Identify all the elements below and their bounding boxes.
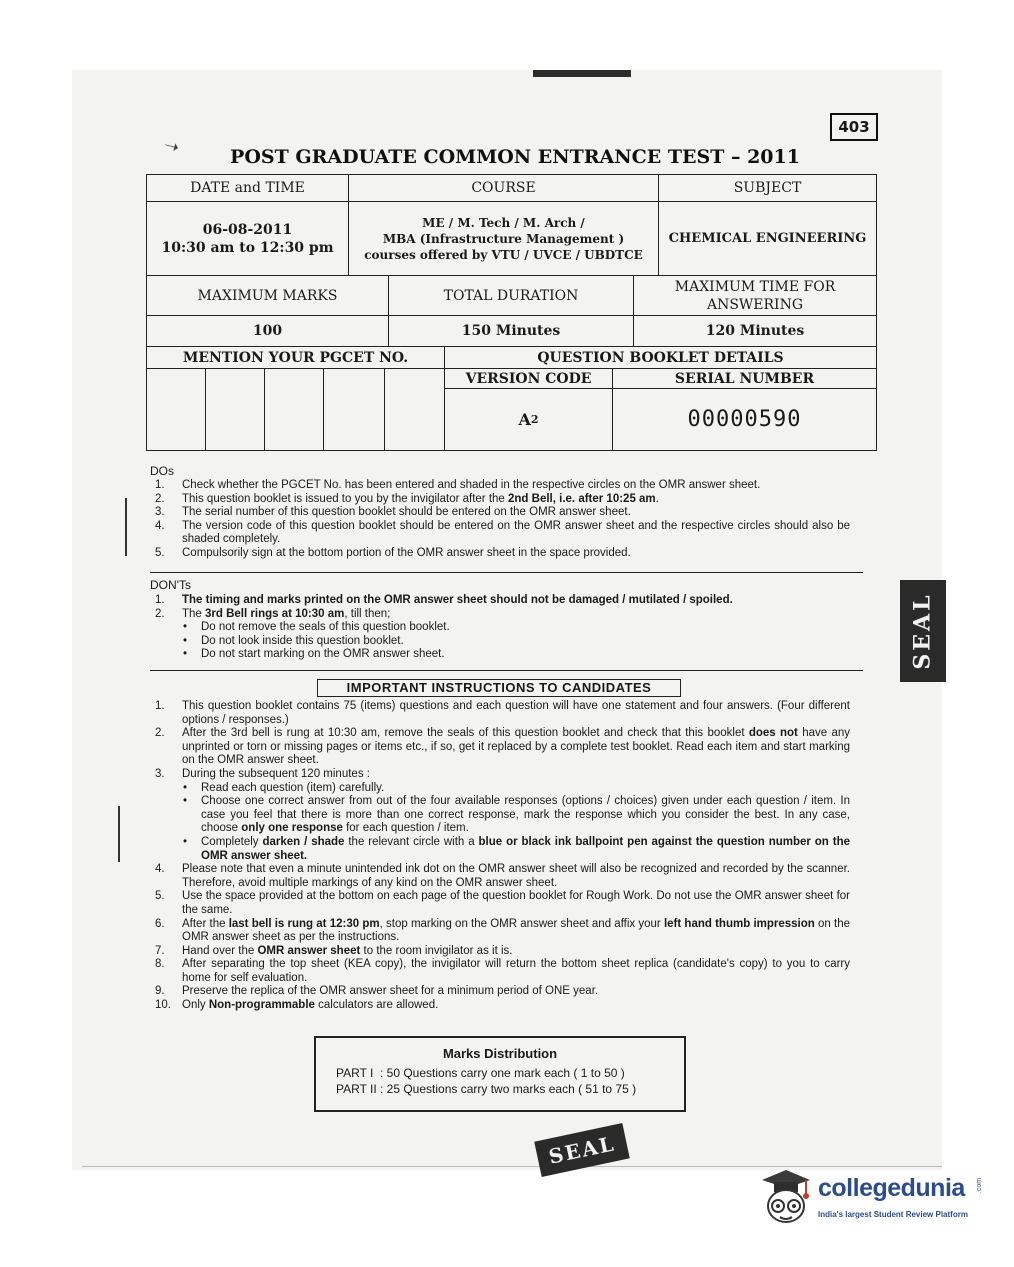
item-text [182, 999, 850, 1013]
item-number: 6. [155, 917, 165, 930]
brand-domain: .com [976, 1177, 984, 1194]
list-item [155, 918, 850, 945]
exam-time: 10:30 am to 12:30 pm [161, 239, 334, 256]
list-item [155, 985, 850, 999]
exam-date: 06-08-2011 [202, 221, 293, 238]
collegedunia-logo [758, 1166, 988, 1226]
text-run: Completely [201, 835, 263, 848]
item-number: 3. [155, 767, 165, 780]
item-number: 10. [155, 999, 171, 1012]
bullet-icon: • [183, 795, 188, 808]
text-run: , stop marking on the OMR answer sheet and affix your [379, 917, 664, 930]
marks-distribution-box [314, 1036, 686, 1112]
text-run: . [655, 492, 659, 505]
bullet-item [155, 635, 850, 649]
list-item [155, 768, 850, 782]
list-item [155, 999, 850, 1013]
margin-pen-mark [125, 498, 127, 556]
date-time-cell [146, 201, 349, 276]
text-run-bold: 2nd Bell, i.e. after 10:25 am [508, 492, 656, 505]
item-number: 1. [155, 594, 165, 606]
text-run-bold: does not [748, 727, 798, 740]
item-text: After separating the top sheet (KEA copy), the invigilator will return the bottom sheet replica (candidate's copy) to you to carry home for self evaluation. [182, 958, 850, 984]
pgcet-digit-box [323, 368, 385, 451]
version-code-letter: A [518, 409, 531, 429]
bullet-item [155, 795, 850, 836]
item-number: 1. [155, 700, 165, 712]
serial-number-cell [612, 388, 877, 451]
item-text: This question booklet contains 75 (items) questions and each question will have one statement and four answers. (Four different options / responses.) [182, 700, 850, 726]
course-line-2: MBA (Infrastructure Management ) [382, 231, 625, 246]
bullet-text: Do not start marking on the OMR answer sheet. [201, 648, 445, 661]
important-instructions-heading: IMPORTANT INSTRUCTIONS TO CANDIDATES [317, 679, 681, 697]
list-item [155, 506, 850, 520]
course-line-3: courses offered by VTU / UVCE / UBDTCE [364, 247, 643, 262]
side-seal [900, 580, 946, 682]
text-run-bold: left hand thumb impression [663, 917, 815, 930]
item-text: Please note that even a minute unintended ink dot on the OMR answer sheet will also be recognized and recorded by the scanner. Therefore, avoid multiple markings of any kind on the OMR answer sheet. [182, 863, 850, 889]
text-run: After the [182, 917, 229, 930]
bullet-text [201, 836, 850, 863]
bullet-item [155, 836, 850, 863]
dos-list [155, 479, 850, 561]
top-binding-strip [533, 70, 631, 77]
serial-number-value: 00000590 [687, 406, 802, 432]
side-seal-text: SEAL [910, 592, 937, 670]
part-label: PART I [336, 1066, 374, 1080]
pgcet-number-label: MENTION YOUR PGCET NO. [146, 346, 445, 369]
item-number: 5. [155, 546, 165, 559]
item-number: 8. [155, 958, 165, 971]
brand-tagline: India's largest Student Review Platform [818, 1210, 968, 1219]
item-number: 2. [155, 607, 165, 620]
course-label: COURSE [348, 174, 659, 202]
bullet-item [155, 621, 850, 635]
booklet-details-label: QUESTION BOOKLET DETAILS [444, 346, 877, 369]
max-time-label [633, 275, 877, 316]
item-text [182, 608, 850, 622]
marks-part-2 [336, 1082, 636, 1096]
text-run: on the OMR answer sheet as per the instructions. [182, 917, 850, 944]
item-number: 5. [155, 890, 165, 903]
text-run: Hand over the [182, 944, 258, 957]
text-run: the relevant circle with a [344, 835, 479, 848]
course-cell [348, 201, 659, 276]
item-text: Use the space provided at the bottom on each page of the question booklet for Rough Work. Do not use the OMR answer sheet for the same. [182, 890, 850, 916]
text-run-bold: blue or black ink ballpoint pen against the question number on the OMR answer sheet. [201, 835, 850, 862]
list-item [155, 945, 850, 959]
exam-title: POST GRADUATE COMMON ENTRANCE TEST – 2011 [230, 146, 800, 168]
max-time-label-line2: ANSWERING [706, 296, 804, 313]
item-text [182, 727, 850, 768]
version-code-label: VERSION CODE [444, 368, 613, 389]
part-text: : 50 Questions carry one mark each ( 1 to 50 ) [380, 1066, 625, 1080]
bullet-text: Read each question (item) carefully. [201, 781, 385, 794]
pgcet-digit-box [146, 368, 206, 451]
bullet-text: Do not remove the seals of this question booklet. [201, 621, 450, 634]
item-number: 1. [155, 479, 165, 491]
text-run-bold: OMR answer sheet [257, 944, 361, 957]
important-instructions-list [155, 700, 850, 1013]
pgcet-digit-box [205, 368, 265, 451]
list-item [155, 520, 850, 547]
text-run: The [182, 607, 206, 620]
list-item [155, 479, 850, 493]
item-number: 4. [155, 519, 165, 532]
bullet-icon: • [183, 634, 188, 647]
list-item [155, 700, 850, 727]
item-text: The serial number of this question booklet should be entered on the OMR answer sheet. [182, 506, 631, 519]
text-run: , till then; [344, 607, 391, 620]
serial-number-label: SERIAL NUMBER [612, 368, 877, 389]
subject-value: CHEMICAL ENGINEERING [658, 201, 877, 276]
max-time-label-line1: MAXIMUM TIME FOR [674, 278, 836, 295]
bullet-text [201, 795, 850, 836]
part-text: : 25 Questions carry two marks each ( 51 to 75 ) [380, 1082, 637, 1096]
list-item [155, 594, 850, 608]
list-item [155, 863, 850, 890]
item-text: Compulsorily sign at the bottom portion of the OMR answer sheet in the space provided. [182, 546, 631, 559]
text-run-bold: last bell is rung at 12:30 pm [228, 917, 380, 930]
item-text [182, 493, 850, 507]
text-run: Only [182, 999, 209, 1012]
text-run: After the 3rd bell is rung at 10:30 am, remove the seals of this question booklet and check that this booklet [182, 727, 749, 740]
max-marks-label: MAXIMUM MARKS [146, 275, 389, 316]
text-run-bold: Non-programmable [208, 999, 315, 1012]
version-code-value [444, 388, 613, 451]
bullet-item [155, 648, 850, 662]
bottom-seal: SEAL [534, 1123, 630, 1177]
text-run: calculators are allowed. [314, 999, 439, 1012]
donts-heading: DON'Ts [150, 578, 191, 592]
text-run: for each question / item. [342, 822, 469, 835]
item-text: The version code of this question booklet should be entered on the OMR answer sheet and the respective circles should also be shaded completely. [182, 519, 850, 546]
text-run: Choose one correct answer from out of the four available responses (options / choices) given under each question / item. In case you feel that there is more than one correct response, mark the response which you consider the best. In any case, choose [201, 795, 850, 835]
list-item [155, 890, 850, 917]
list-item [155, 493, 850, 507]
marks-part-1 [336, 1066, 625, 1080]
list-item [155, 547, 850, 561]
bullet-text: Do not look inside this question booklet. [201, 634, 404, 647]
max-marks-value: 100 [146, 315, 389, 347]
dos-heading: DOs [150, 464, 174, 478]
text-run: to the room invigilator as it is. [360, 944, 513, 957]
item-number: 7. [155, 944, 165, 957]
text-run: have any unprinted or torn or missing pages or items etc., if so, get it replaced by a complete test booklet. Read each item and start marking on the OMR answer sheet. [182, 727, 850, 767]
donts-list [155, 594, 850, 662]
course-line-1: ME / M. Tech / M. Arch / [422, 215, 585, 230]
item-number: 2. [155, 727, 165, 740]
subject-label: SUBJECT [658, 174, 877, 202]
version-code-subscript: 2 [530, 412, 539, 426]
margin-pen-mark [118, 806, 120, 862]
divider [150, 572, 863, 573]
item-number: 2. [155, 492, 165, 505]
bullet-icon: • [183, 621, 188, 634]
item-text: Preserve the replica of the OMR answer sheet for a minimum period of ONE year. [182, 985, 599, 998]
item-number: 3. [155, 506, 165, 519]
marks-distribution-heading: Marks Distribution [442, 1046, 558, 1061]
text-run-bold: only one response [241, 822, 343, 835]
item-text: During the subsequent 120 minutes : [182, 767, 370, 780]
item-text [182, 918, 850, 945]
item-number: 9. [155, 985, 165, 998]
item-number: 4. [155, 863, 165, 876]
arrow-mark-icon: ➝ [161, 134, 182, 159]
item-text: Check whether the PGCET No. has been entered and shaded in the respective circles on the OMR answer sheet. [182, 479, 761, 491]
item-text [182, 945, 850, 959]
part-label: PART II [336, 1082, 377, 1096]
bullet-icon: • [183, 835, 188, 848]
booklet-code: 403 [830, 113, 878, 141]
brand-name: collegedunia [818, 1174, 965, 1202]
text-run: This question booklet is issued to you by the invigilator after the [182, 492, 509, 505]
list-item [155, 608, 850, 622]
total-duration-label: TOTAL DURATION [388, 275, 634, 316]
pgcet-digit-box [264, 368, 324, 451]
list-item [155, 958, 850, 985]
bullet-icon: • [183, 781, 188, 794]
text-run-bold: 3rd Bell rings at 10:30 am [205, 607, 345, 620]
total-duration-value: 150 Minutes [388, 315, 634, 347]
text-run-bold: darken / shade [262, 835, 345, 848]
date-time-label: DATE and TIME [146, 174, 349, 202]
mascot-icon [758, 1166, 814, 1226]
list-item [155, 727, 850, 768]
max-time-value: 120 Minutes [633, 315, 877, 347]
bullet-item [155, 782, 850, 796]
divider [150, 670, 863, 671]
bullet-icon: • [183, 648, 188, 661]
item-text: The timing and marks printed on the OMR answer sheet should not be damaged / mutilated / spoiled. [182, 594, 733, 606]
pgcet-digit-box [384, 368, 445, 451]
